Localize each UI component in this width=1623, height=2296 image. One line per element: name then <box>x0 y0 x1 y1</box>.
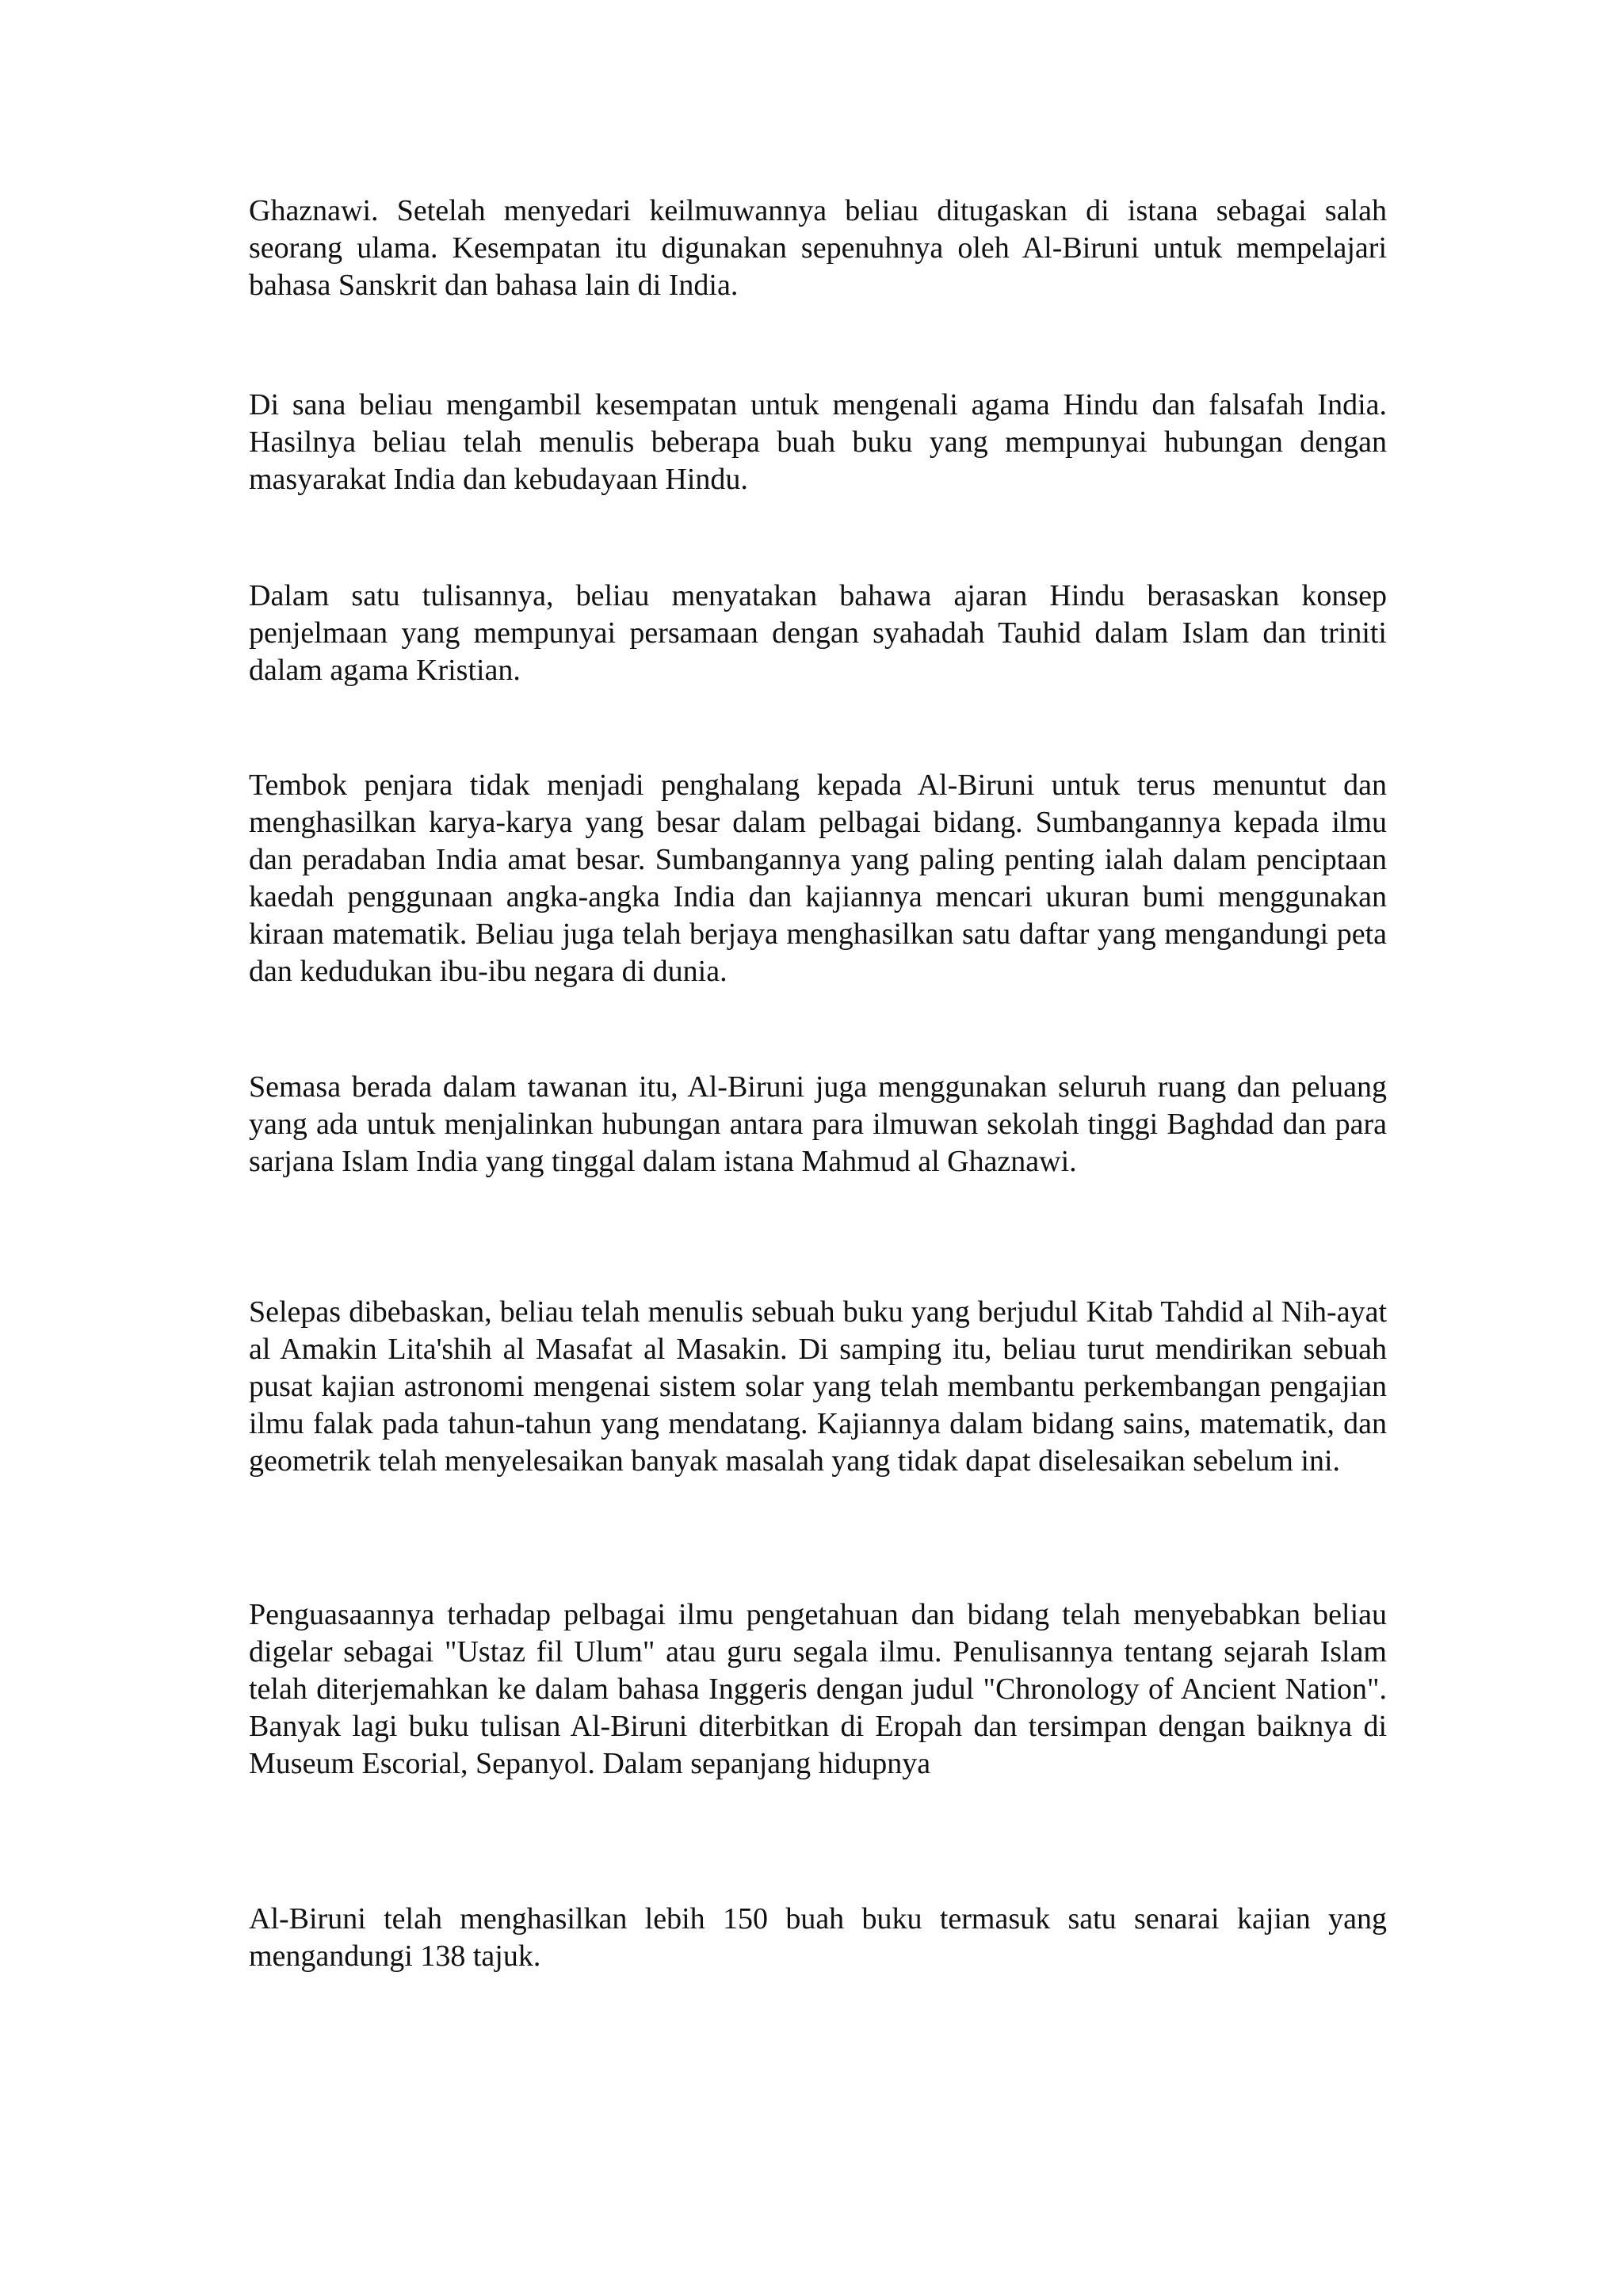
paragraph-2: Di sana beliau mengambil kesempatan untuk mengenali agama Hindu dan falsafah India. Hasilnya beliau telah menulis beberapa buah buku yang mempunyai hubungan dengan masyarakat India dan kebudayaan Hindu. <box>249 388 1387 496</box>
paragraph-6: Selepas dibebaskan, beliau telah menulis sebuah buku yang berjudul Kitab Tahdid al Nih-ayat al Amakin Lita'shih al Masafat al Masakin. Di samping itu, beliau turut mendirikan sebuah pusat kajian astronomi mengenai sistem solar yang telah membantu perkembangan pengajian ilmu falak pada tahun-tahun yang mendatang. Kajiannya dalam bidang sains, matematik, dan geometrik telah menyelesaikan banyak masalah yang tidak dapat diselesaikan sebelum ini. <box>249 1295 1387 1478</box>
paragraph-4: Tembok penjara tidak menjadi penghalang kepada Al-Biruni untuk terus menuntut dan menghasilkan karya-karya yang besar dalam pelbagai bidang. Sumbangannya kepada ilmu dan peradaban India amat besar. Sumbangannya yang paling penting ialah dalam penciptaan kaedah penggunaan angka-angka India dan kajiannya mencari ukuran bumi menggunakan kiraan matematik. Beliau juga telah berjaya menghasilkan satu daftar yang mengandungi peta dan kedudukan ibu-ibu negara di dunia. <box>249 769 1387 988</box>
paragraph-7: Penguasaannya terhadap pelbagai ilmu pengetahuan dan bidang telah menyebabkan beliau digelar sebagai "Ustaz fil Ulum" atau guru segala ilmu. Penulisannya tentang sejarah Islam telah diterjemahkan ke dalam bahasa Inggeris dengan judul "Chronology of Ancient Nation". Banyak lagi buku tulisan Al-Biruni diterbitkan di Eropah dan tersimpan dengan baiknya di Museum Escorial, Sepanyol. Dalam sepanjang hidupnya <box>249 1598 1387 1780</box>
paragraph-3: Dalam satu tulisannya, beliau menyatakan bahawa ajaran Hindu berasaskan konsep penjelmaan yang mempunyai persamaan dengan syahadah Tauhid dalam Islam dan triniti dalam agama Kristian. <box>249 579 1387 687</box>
paragraph-1: Ghaznawi. Setelah menyedari keilmuwannya beliau ditugaskan di istana sebagai salah seorang ulama. Kesempatan itu digunakan sepenuhnya oleh Al-Biruni untuk mempelajari bahasa Sanskrit dan bahasa lain di India. <box>249 194 1387 302</box>
paragraph-8: Al-Biruni telah menghasilkan lebih 150 buah buku termasuk satu senarai kajian yang mengandungi 138 tajuk. <box>249 1902 1387 1973</box>
paragraph-5: Semasa berada dalam tawanan itu, Al-Biruni juga menggunakan seluruh ruang dan peluang yang ada untuk menjalinkan hubungan antara para ilmuwan sekolah tinggi Baghdad dan para sarjana Islam India yang tinggal dalam istana Mahmud al Ghaznawi. <box>249 1070 1387 1178</box>
